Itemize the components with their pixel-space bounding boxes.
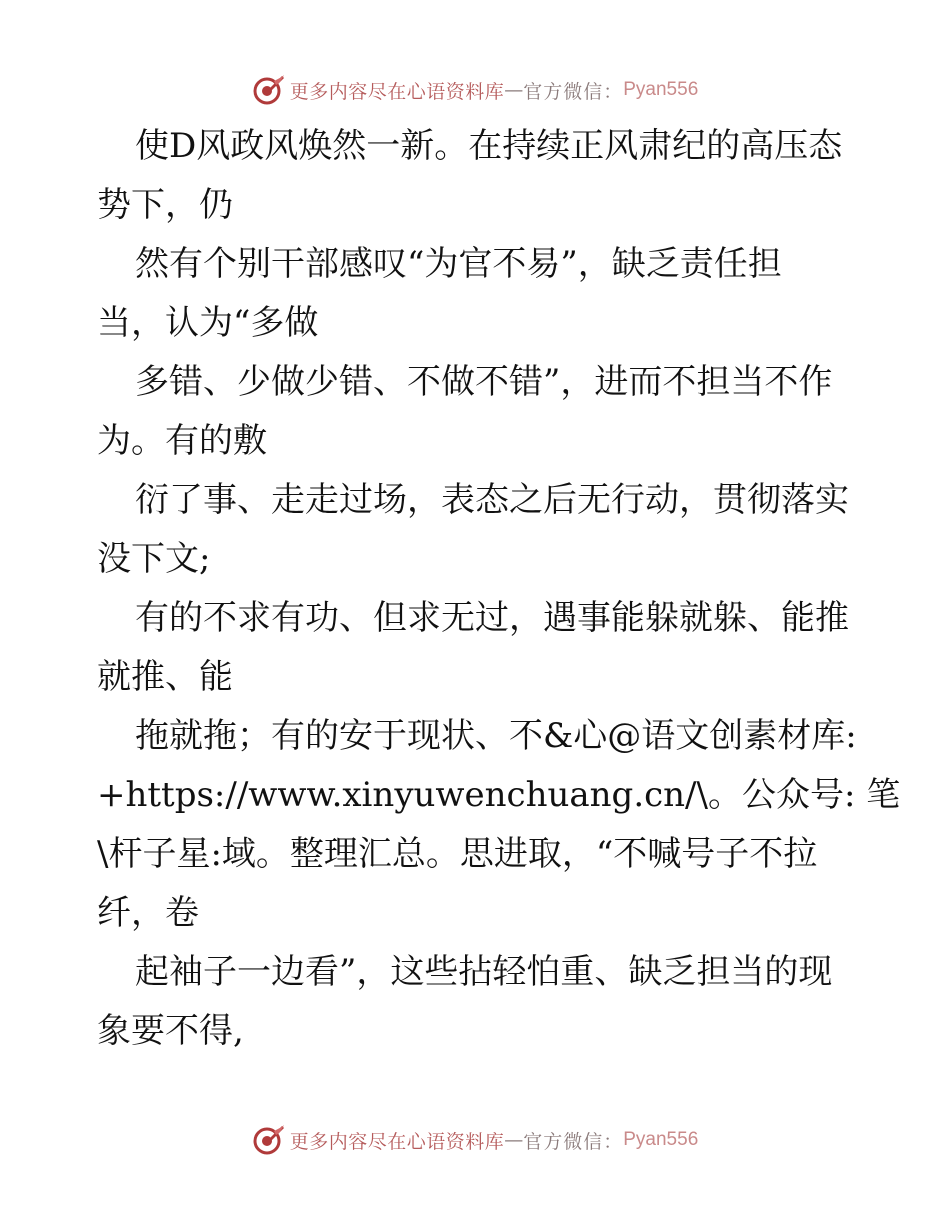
- body-line: 势下，仍: [97, 185, 233, 225]
- body-line: 多错、少做少错、不做不错”，进而不担当不作: [135, 362, 833, 402]
- body-line: 使D风政风焕然一新。在持续正风肃纪的高压态: [135, 126, 843, 166]
- body-line: \杆子星:域。整理汇总。思进取，“不喊号子不拉: [97, 834, 818, 874]
- banner-separator: —: [504, 1129, 524, 1151]
- body-line: 为。有的敷: [97, 421, 267, 461]
- banner-official-label: 官方微信：: [523, 80, 624, 103]
- body-line: 拖就拖；有的安于现状、不&心@语文创素材库:: [135, 716, 857, 756]
- body-line: 纤，卷: [97, 893, 199, 933]
- banner-wechat-id: Pyan556: [623, 79, 699, 100]
- document-body: [97, 117, 901, 1061]
- body-line: 有的不求有功、但求无过，遇事能躲就躲、能推: [135, 598, 849, 638]
- body-line: 起袖子一边看”，这些拈轻怕重、缺乏担当的现: [135, 952, 833, 992]
- quill-logo-icon: [252, 73, 286, 107]
- body-line: 没下文;: [97, 539, 211, 579]
- quill-logo-icon: [252, 1123, 286, 1157]
- body-line: 就推、能: [97, 657, 233, 697]
- footer-banner: [0, 1120, 950, 1160]
- header-banner: [0, 70, 950, 110]
- banner-wechat-id: Pyan556: [623, 1129, 699, 1150]
- body-line: 然有个别干部感叹“为官不易”，缺乏责任担: [135, 244, 782, 284]
- body-line: +https://www.xinyuwenchuang.cn/\。公众号: 笔: [97, 775, 901, 815]
- banner-brand-text: 更多内容尽在心语资料库: [289, 80, 505, 103]
- body-line: 衍了事、走走过场，表态之后无行动，贯彻落实: [135, 480, 849, 520]
- banner-brand-text: 更多内容尽在心语资料库: [289, 1130, 505, 1153]
- body-line: 象要不得,: [97, 1011, 244, 1051]
- body-line: 当，认为“多做: [97, 303, 319, 343]
- banner-official-label: 官方微信：: [523, 1130, 624, 1153]
- banner-separator: —: [504, 79, 524, 101]
